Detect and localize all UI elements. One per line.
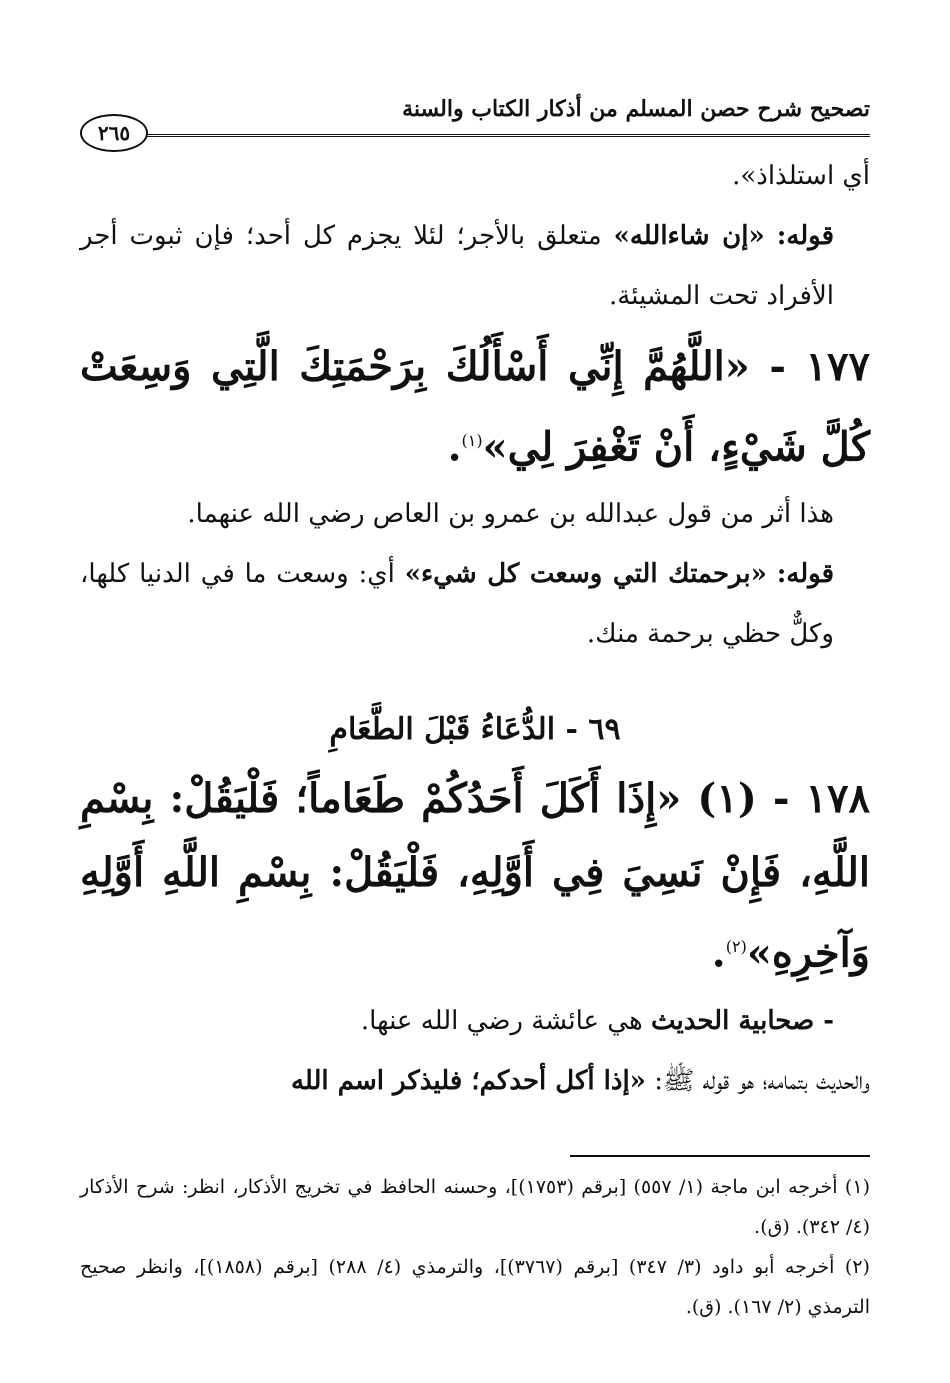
commentary-quote: «برحمتك التي وسعت كل شيء» <box>404 559 767 590</box>
footnote-ref[interactable]: (١) <box>461 431 483 450</box>
hadith-end: . <box>711 929 726 977</box>
header-rule <box>140 134 870 137</box>
footnote-2: (٢) أخرجه أبو داود (٣/ ٣٤٧) [برقم (٣٧٦٧)]، والترمذي (٤/ ٢٨٨) [برقم (١٨٥٨)]، وانظر صحيح الترمذي (٢/ ١٦٧). (ق). <box>80 1255 870 1318</box>
commentary-text: متعلق بالأجر؛ لئلا يجزم كل أحد؛ فإن ثبوت أجر الأفراد تحت المشيئة. <box>80 221 834 311</box>
book-title: تصحيح شرح حصن المسلم من أذكار الكتاب والسنة <box>402 96 870 122</box>
paragraph-continuation: أي استلذاذ». <box>732 161 870 191</box>
running-header <box>80 88 870 146</box>
hadith-text: ١٧٨ - (١) «إِذَا أَكَلَ أَحَدُكُمْ طَعَاماً؛ فَلْيَقُلْ: بِسْمِ اللَّهِ، فَإِنْ نَسِيَ فِي أَوَّلِهِ، فَلْيَقُلْ: بِسْمِ اللَّهِ أَوَّلِهِ وَآخِرِهِ» <box>80 775 870 977</box>
full-hadith-quote: «إذا أكل أحدكم؛ فليذكر اسم الله <box>290 1065 646 1096</box>
paragraph-commentary-1 <box>80 206 870 326</box>
chapter-title: ٦٩ - الدُّعَاءُ قَبْلَ الطَّعَامِ <box>329 712 621 748</box>
footnote-1: (١) أخرجه ابن ماجة (١/ ٥٥٧) [برقم (١٧٥٣)]، وحسنه الحافظ في تخريج الأذكار، انظر: شرح الأذكار (٤/ ٣٤٢). (ق). <box>80 1175 870 1238</box>
hadith-177 <box>80 330 870 484</box>
hadith-178 <box>80 762 870 990</box>
paragraph-attribution: هذا أثر من قول عبدالله بن عمرو بن العاص رضي الله عنهما. <box>187 499 834 530</box>
page-number: ٢٦٥ <box>80 114 148 152</box>
full-hadith-intro: والحديث بتمامه؛ هو قوله ﷺ: <box>654 1065 870 1096</box>
paragraph-full-hadith <box>80 1051 870 1111</box>
paragraph-companion <box>80 991 870 1051</box>
companion-lead: - صحابية الحديث <box>650 1005 834 1036</box>
companion-text: هي عائشة رضي الله عنها. <box>360 1005 643 1036</box>
book-page <box>80 88 870 1327</box>
footnote-divider <box>570 1155 870 1157</box>
commentary-text: أي: وسعت ما في الدنيا كلها، وكلٌّ حظي برحمة منك. <box>80 559 834 650</box>
commentary-lead: قوله: <box>776 221 835 251</box>
commentary-lead: قوله: <box>776 559 835 590</box>
hadith-end: . <box>447 423 462 471</box>
commentary-quote: «إن شاءالله» <box>613 221 765 251</box>
hadith-text: ١٧٧ - «اللَّهُمَّ إِنِّي أَسْأَلُكَ بِرَحْمَتِكَ الَّتِي وَسِعَتْ كُلَّ شَيْءٍ، أَنْ تَغْفِرَ لِي» <box>80 343 870 471</box>
paragraph-commentary-2 <box>80 544 870 664</box>
footnote-ref[interactable]: (٢) <box>725 937 747 957</box>
